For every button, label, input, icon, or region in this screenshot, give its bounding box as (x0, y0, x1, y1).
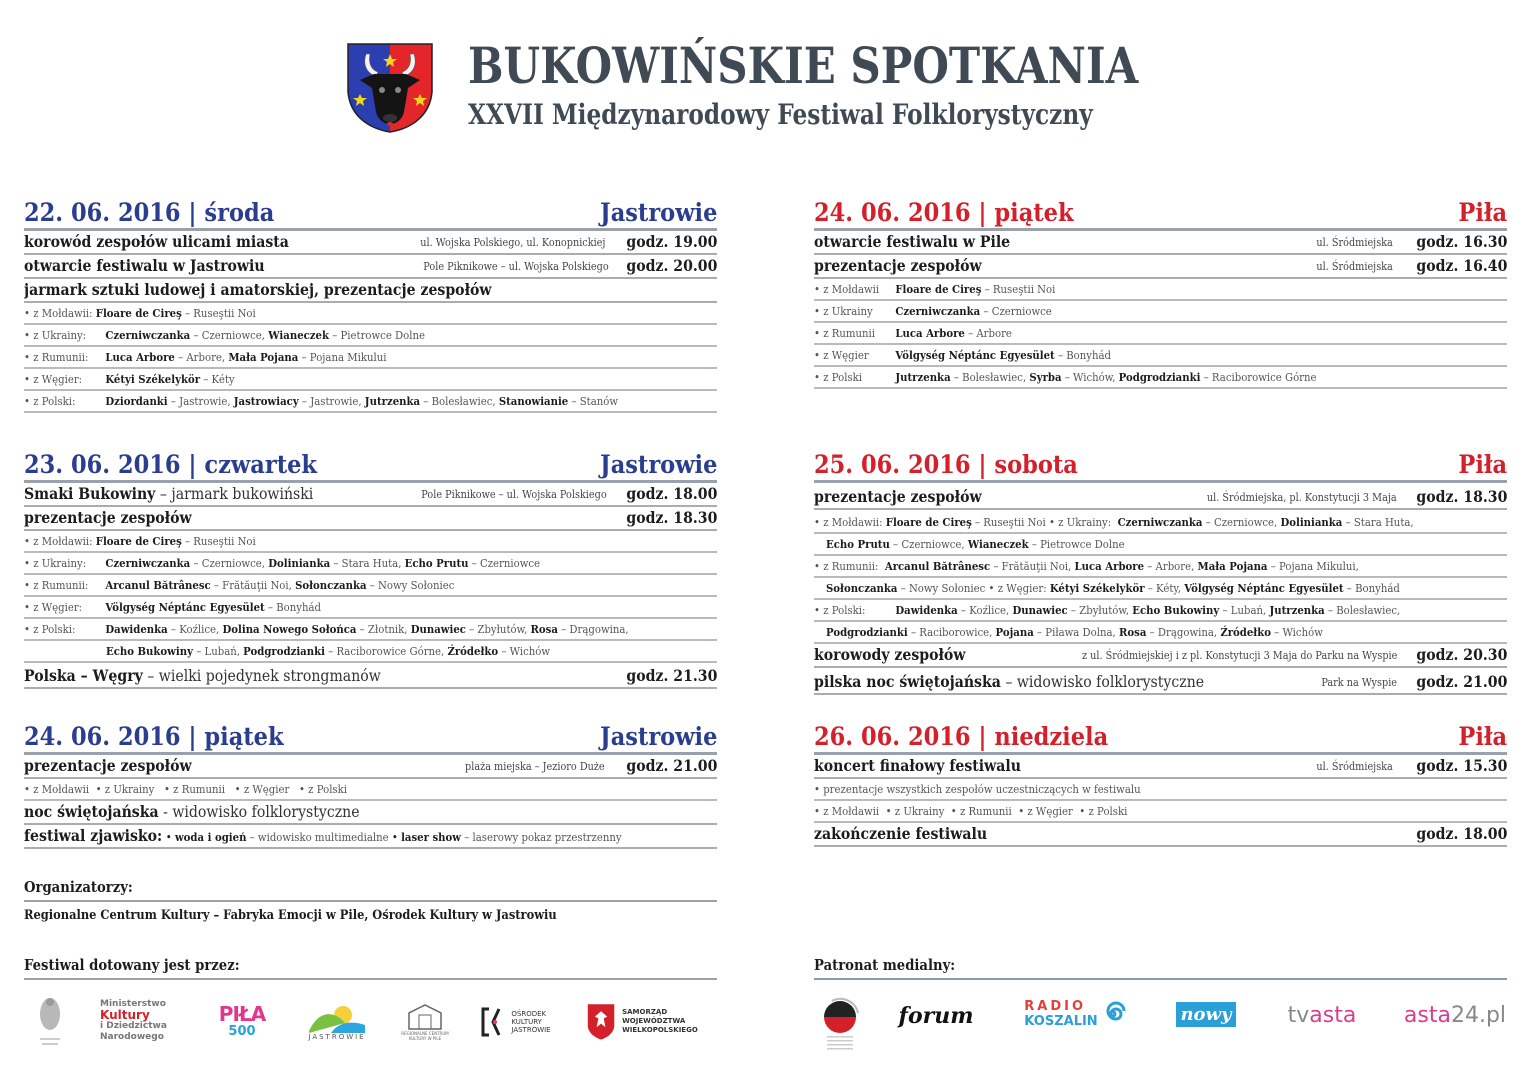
ensemble-name: Podgrodzianki (243, 644, 325, 658)
ensemble-place: – Pietrowce Dolne (1028, 537, 1125, 551)
rck-logo (400, 996, 450, 1046)
show-desc: – widowisko multimedialne (246, 830, 392, 844)
event-title: otwarcie festiwalu w Pile (814, 232, 1011, 251)
ensemble-place: – Pietrowce Dolne (328, 328, 426, 342)
ensemble-place: – Raciborowice Górne (1200, 370, 1317, 384)
day-city: Piła (1458, 722, 1507, 751)
ensemble-place: – Czerniowce, (190, 556, 269, 570)
event-row (24, 663, 717, 689)
ensemble-row: • z Polski Jutrzenka – Bolesławiec, Syrba – Wichów, Podgrodzianki – Raciborowice Górne (814, 367, 1507, 389)
spiral-icon (1100, 1001, 1126, 1027)
ensemble-place: – Wichów, (1061, 370, 1119, 384)
ensemble-name: Luca Arbore (1074, 559, 1145, 573)
country-list-row: • z Mołdawii • z Ukrainy • z Rumunii • z Węgier • z Polski (24, 779, 717, 801)
day-header (814, 722, 1507, 755)
day-city: Jastrowie (599, 722, 717, 751)
event-place: ul. Śródmiejska (1316, 236, 1393, 249)
event-row (24, 801, 717, 825)
country-label: z Mołdawii (823, 804, 880, 818)
event-title: otwarcie festiwalu w Jastrowiu (24, 256, 265, 275)
ensemble-row: • z Rumunii: Arcanul Bătrânesc – Frătăuţii Noi, Sołonczanka – Nowy Sołoniec (24, 575, 717, 597)
divider (24, 978, 717, 980)
mkidn-logo (100, 996, 184, 1046)
eagle-emblem-icon (35, 994, 65, 1050)
ensemble-name: Źródełko (1220, 625, 1271, 639)
logo-text: Ministerstwo (100, 999, 166, 1009)
ok-jastrowie-logo (476, 1002, 556, 1042)
half-circle-emblem-icon (820, 995, 860, 1035)
event-title: prezentacje zespołów (24, 508, 192, 527)
country-label: z Mołdawii: (823, 515, 883, 529)
ensemble-place: – Czerniowce, (1202, 515, 1281, 529)
country-label: z Polski (308, 782, 348, 796)
ensemble-name: Dolinianka (268, 556, 331, 570)
ensemble-row: • z Mołdawii Floare de Cireş – Ruseştii Noi (814, 279, 1507, 301)
ensemble-name: Floare de Cireş (95, 534, 182, 548)
event-place: ul. Śródmiejska, pl. Konstytucji 3 Maja (1207, 491, 1397, 504)
ensemble-place: – Kéty (200, 372, 235, 386)
logo-text: PIŁA (218, 1002, 266, 1026)
logo-text: OŚRODEK (511, 1010, 547, 1018)
ensemble-row: • z Rumunii: Luca Arbore – Arbore, Mała Pojana – Pojana Mikului (24, 347, 717, 369)
show-name: laser show (401, 830, 462, 844)
ensemble-name: Arcanul Bătrânesc (105, 578, 211, 592)
ensemble-name: Rosa (530, 622, 558, 636)
day-block-26-06 (814, 722, 1507, 847)
event-title: zakończenie festiwalu (814, 824, 988, 843)
country-label: z Rumunii (173, 782, 225, 796)
ensemble-name: Czerniwczanka (895, 304, 981, 318)
ensemble-place: – Stara Huta, (330, 556, 405, 570)
ensemble-name: Dunawiec (410, 622, 466, 636)
event-place: Pole Piknikowe – ul. Wojska Polskiego (421, 488, 607, 501)
ensemble-name: Floare de Cireş (95, 306, 182, 320)
logo-text: KOSZALIN (1024, 1014, 1098, 1029)
country-label: z Ukrainy: (1058, 515, 1112, 529)
ensemble-place: – Piława Dolna, (1033, 625, 1119, 639)
ensemble-place: – Czerniowce (980, 304, 1052, 318)
country-label: z Węgier: (33, 372, 83, 386)
ensemble-name: Jastrowiacy (233, 394, 299, 408)
country-label: z Polski: (33, 622, 76, 636)
ensemble-row: • z Polski: Dawidenka – Koźlice, Dunawiec – Zbyłutów, Echo Bukowiny – Lubań, Jutrzenka – Bolesławiec, (814, 600, 1507, 622)
logo-text: WIELKOPOLSKIEGO (622, 1025, 698, 1034)
ensemble-place: – Czerniowce, (190, 328, 269, 342)
ensemble-name: Stanowianie (498, 394, 569, 408)
country-label: z Węgier (243, 782, 290, 796)
day-city: Piła (1458, 198, 1507, 227)
ensemble-name: Völgység Néptánc Egyesület (1184, 581, 1344, 595)
event-place: Park na Wyspie (1321, 676, 1397, 689)
ensemble-place: – Czerniowce (468, 556, 541, 570)
landscape-icon (309, 1003, 365, 1033)
event-title: Smaki Bukowiny (24, 484, 156, 503)
country-label: z Ukrainy (894, 804, 945, 818)
event-title: jarmark sztuki ludowej i amatorskiej, prezentacje zespołów (24, 280, 492, 299)
asta24-logo (1400, 998, 1510, 1032)
organizers-label: Organizatorzy: (24, 878, 133, 896)
event-title: Polska – Węgry (24, 666, 143, 685)
ensemble-name: Kétyi Székelykör (1049, 581, 1145, 595)
show-name: woda i ogień (174, 830, 247, 844)
event-row (814, 823, 1507, 847)
ensemble-row: Sołonczanka – Nowy Sołoniec • z Węgier: Kétyi Székelykör – Kéty, Völgység Néptánc Egyesület – Bonyhád (814, 578, 1507, 600)
ensemble-name: Podgrodzianki (826, 625, 908, 639)
event-row (24, 279, 717, 303)
ensemble-name: Jutrzenka (1269, 603, 1325, 617)
ensemble-name: Völgység Néptánc Egyesület (105, 600, 265, 614)
ensemble-name: Rosa (1118, 625, 1147, 639)
event-time: godz. 21.00 (1416, 672, 1507, 691)
ensemble-row: • z Polski: Dziordanki – Jastrowie, Jastrowiacy – Jastrowie, Jutrzenka – Bolesławiec, Stanowianie – Stanów (24, 391, 717, 413)
ensemble-name: Mała Pojana (1197, 559, 1268, 573)
ensemble-place: – Ruseştii Noi (971, 515, 1049, 529)
president-eagle-logo (32, 990, 68, 1054)
event-title: pilska noc świętojańska (814, 672, 1001, 691)
ensemble-name: Dunawiec (1012, 603, 1068, 617)
ensemble-row: • z Polski: Dawidenka – Koźlice, Dolina Nowego Sołońca – Złotnik, Dunawiec – Zbyłutów, Rosa – Drągowina, (24, 619, 717, 641)
ensemble-place: – Pojana Mikului, (1267, 559, 1359, 573)
event-place: Pole Piknikowe – ul. Wojska Polskiego (423, 260, 609, 273)
ensemble-place: – Kéty, (1144, 581, 1185, 595)
day-block-24-06-jastrowie (24, 722, 717, 849)
header (346, 38, 1206, 138)
event-subtitle: – widowisko folklorystyczne (1000, 672, 1205, 691)
event-time: godz. 21.00 (626, 756, 717, 775)
day-date: 22. 06. 2016 | środa (24, 198, 275, 227)
forum-logo (898, 996, 974, 1036)
event-time: godz. 18.30 (626, 508, 717, 527)
ensemble-name: Podgrodzianki (1118, 370, 1201, 384)
tygodnik-nowy-logo (1170, 994, 1242, 1034)
ensemble-place: – Arbore, (174, 350, 229, 364)
ensemble-row: • z Rumunii: Arcanul Bătrânesc – Frătăuţii Noi, Luca Arbore – Arbore, Mała Pojana – Pojana Mikului, (814, 556, 1507, 578)
ensemble-name: Floare de Cireş (885, 515, 972, 529)
event-title: korowód zespołów ulicami miasta (24, 232, 289, 251)
day-header (814, 450, 1507, 483)
logo-text: SAMORZĄD WOJEWÓDZTWA (622, 1007, 686, 1025)
funders-label: Festiwal dotowany jest przez: (24, 956, 240, 974)
logo-text: JASTROWIE (511, 1026, 551, 1034)
event-time: godz. 19.00 (626, 232, 717, 251)
festival-subtitle: XXVII Międzynarodowy Festiwal Folklorystyczny (468, 98, 1093, 131)
divider (24, 900, 717, 902)
day-header (24, 198, 717, 231)
logo-text: REGIONALNE CENTRUM KULTURY W PILE (401, 1031, 449, 1041)
ensemble-place: – Koźlice, (167, 622, 223, 636)
country-label: z Rumunii (823, 326, 875, 340)
country-list-row: • z Mołdawii • z Ukrainy • z Rumunii • z Węgier • z Polski (814, 801, 1507, 823)
logo-text: nowy (1176, 1002, 1235, 1027)
ensemble-name: Dziordanki (105, 394, 168, 408)
funders-section (24, 956, 717, 980)
ensemble-name: Luca Arbore (105, 350, 175, 364)
country-label: z Mołdawii: (33, 534, 93, 548)
country-label: z Polski: (33, 394, 76, 408)
country-label: z Rumunii (959, 804, 1012, 818)
event-title: prezentacje zespołów (814, 487, 982, 506)
wielkopolska-eagle-icon (586, 1000, 616, 1042)
event-row (24, 483, 717, 507)
event-time: godz. 20.30 (1416, 645, 1507, 664)
country-label: z Węgier (823, 348, 869, 362)
ensemble-name: Wianeczek (268, 328, 329, 342)
ensemble-name: Dolina Nowego Sołońca (222, 622, 357, 636)
ensemble-name: Völgység Néptánc Egyesület (895, 348, 1055, 362)
ensemble-row: • z Mołdawii: Floare de Cireş – Ruseştii Noi • z Ukrainy: Czerniwczanka – Czerniowce, Dolinianka – Stara Huta, (814, 510, 1507, 534)
event-place: ul. Śródmiejska (1316, 760, 1393, 773)
ensemble-row: • z Węgier: Kétyi Székelykör – Kéty (24, 369, 717, 391)
ensemble-place: – Drągowina, (557, 622, 629, 636)
ensemble-place: – Zbyłutów, (465, 622, 531, 636)
ensemble-name: Floare de Cireş (895, 282, 982, 296)
event-title: festiwal zjawisko: (24, 826, 163, 845)
ensemble-place: – Bolesławiec, (1324, 603, 1401, 617)
country-label: z Polski (823, 370, 863, 384)
logo-text: i Dziedzictwa (100, 1021, 167, 1031)
day-block-22-06 (24, 198, 717, 413)
festival-title: BUKOWIŃSKIE SPOTKANIA (468, 36, 1139, 95)
pila-500-logo (212, 994, 272, 1046)
country-label: z Polski (1088, 804, 1128, 818)
country-label: z Polski: (823, 603, 866, 617)
ensemble-name: Czerniwczanka (1117, 515, 1203, 529)
ensemble-row: • z Ukrainy Czerniwczanka – Czerniowce (814, 301, 1507, 323)
ensemble-place: – Koźlice, (957, 603, 1013, 617)
media-section (814, 956, 1507, 980)
ensemble-place: – Stanów (568, 394, 619, 408)
country-label: z Ukrainy: (33, 328, 87, 342)
ensemble-name: Echo Bukowiny (106, 644, 193, 658)
country-label: z Mołdawii (33, 782, 90, 796)
ensemble-place: – Pojana Mikului (298, 350, 387, 364)
logo-text: asta (1403, 1002, 1451, 1028)
event-place: z ul. Śródmiejskiej i z pl. Konstytucji 3 Maja do Parku na Wyspie (1081, 649, 1397, 662)
ensemble-row: • z Ukrainy: Czerniwczanka – Czerniowce, Wianeczek – Pietrowce Dolne (24, 325, 717, 347)
logo-text: KULTURY (511, 1018, 542, 1026)
ensemble-row: • z Mołdawii: Floare de Cireş – Ruseştii Noi (24, 303, 717, 325)
ensemble-name: Echo Prutu (404, 556, 469, 570)
ensemble-name: Echo Prutu (826, 537, 890, 551)
ensemble-place: – Lubań, (192, 644, 244, 658)
event-row (814, 644, 1507, 668)
ensemble-place: – Wichów (1270, 625, 1323, 639)
event-title: prezentacje zespołów (814, 256, 982, 275)
country-label: z Węgier: (33, 600, 83, 614)
ensemble-place: – Czerniowce, (889, 537, 968, 551)
ensemble-name: Jutrzenka (895, 370, 951, 384)
ensemble-place: – Frătăuţii Noi, (210, 578, 296, 592)
day-header (24, 450, 717, 483)
country-label: z Mołdawii: (33, 306, 93, 320)
event-row (814, 483, 1507, 510)
event-subtitle: - widowisko folklorystyczne (158, 802, 360, 821)
ensemble-name: Sołonczanka (826, 581, 898, 595)
day-block-25-06 (814, 450, 1507, 695)
logo-text: JASTROWIE (308, 1033, 366, 1041)
ensemble-place: – Bonyhád (1054, 348, 1112, 362)
ensemble-place: – Frătăuţii Noi, (990, 559, 1075, 573)
tv-asta-logo (1280, 998, 1364, 1032)
country-label: z Ukrainy (823, 304, 873, 318)
logo-text: RADIO (1024, 999, 1087, 1014)
ensemble-row: • z Mołdawii: Floare de Cireş – Ruseştii Noi (24, 531, 717, 553)
logo-text: 500 (228, 1024, 256, 1039)
ensemble-row: • z Ukrainy: Czerniwczanka – Czerniowce, Dolinianka – Stara Huta, Echo Prutu – Czerniowce (24, 553, 717, 575)
ensemble-place: – Wichów (498, 644, 551, 658)
ensemble-name: Sołonczanka (295, 578, 367, 592)
logo-text: Narodowego (100, 1032, 164, 1042)
ensemble-name: Czerniwczanka (105, 328, 191, 342)
ensemble-row: • z Rumunii Luca Arbore – Arbore (814, 323, 1507, 345)
ensemble-name: Kétyi Székelykör (105, 372, 201, 386)
logo-text: 24.pl (1450, 1002, 1507, 1028)
ensemble-place: – Arbore, (1144, 559, 1198, 573)
ensemble-name: Źródełko (447, 644, 499, 658)
logo-text: asta (1309, 1002, 1357, 1028)
media-logo-circle (814, 992, 866, 1054)
show-desc: – laserowy pokaz przestrzenny (461, 830, 622, 844)
ensemble-name: Pojana (995, 625, 1034, 639)
small-caption-lines (825, 1035, 855, 1051)
event-time: godz. 18.00 (1416, 824, 1507, 843)
event-row (814, 231, 1507, 255)
ensemble-place: – Nowy Sołoniec (897, 581, 989, 595)
ensemble-place: – Stara Huta, (1342, 515, 1414, 529)
day-header (814, 198, 1507, 231)
country-label: z Rumunii: (33, 578, 89, 592)
day-date: 23. 06. 2016 | czwartek (24, 450, 318, 479)
ok-brackets-icon (481, 1007, 507, 1037)
country-label: z Mołdawii (823, 282, 880, 296)
event-time: godz. 21.30 (626, 666, 717, 685)
event-title: koncert finałowy festiwalu (814, 756, 1021, 775)
media-label: Patronat medialny: (814, 956, 956, 974)
day-date: 24. 06. 2016 | piątek (814, 198, 1074, 227)
event-time: godz. 15.30 (1416, 756, 1507, 775)
day-block-24-06-pila (814, 198, 1507, 389)
event-row (24, 755, 717, 779)
ensemble-place: – Nowy Sołoniec (366, 578, 455, 592)
ensemble-place: – Raciborowice Górne, (324, 644, 448, 658)
ensemble-place: – Bonyhád (264, 600, 322, 614)
event-row: festiwal zjawisko: • woda i ogień – widowisko multimedialne • laser show – laserowy pokaz przestrzenny (24, 825, 717, 849)
ensemble-place: – Bolesławiec, (420, 394, 499, 408)
logo-text: Kultury (100, 1008, 150, 1022)
event-title: korowody zespołów (814, 645, 966, 664)
country-label: z Ukrainy (104, 782, 155, 796)
day-date: 26. 06. 2016 | niedziela (814, 722, 1109, 751)
event-time: godz. 18.30 (1416, 487, 1507, 506)
day-date: 25. 06. 2016 | sobota (814, 450, 1078, 479)
ensemble-name: Echo Bukowiny (1132, 603, 1220, 617)
day-header (24, 722, 717, 755)
organizers-section (24, 878, 717, 923)
ensemble-name: Syrba (1029, 370, 1062, 384)
ensemble-name: Luca Arbore (895, 326, 965, 340)
event-place: ul. Wojska Polskiego, ul. Konopnickiej (419, 236, 605, 249)
event-title: noc świętojańska (24, 802, 159, 821)
ensemble-place: – Lubań, (1219, 603, 1270, 617)
ensemble-name: Czerniwczanka (105, 556, 191, 570)
event-row (24, 507, 717, 531)
event-row (814, 755, 1507, 779)
event-row (814, 255, 1507, 279)
day-date: 24. 06. 2016 | piątek (24, 722, 284, 751)
ensemble-name: Arcanul Bătrânesc (884, 559, 991, 573)
ensemble-name: Mała Pojana (228, 350, 299, 364)
event-place: plaża miejska – Jezioro Duże (465, 760, 605, 773)
event-row (24, 231, 717, 255)
event-time: godz. 16.40 (1416, 256, 1507, 275)
ensemble-place: – Ruseştii Noi (181, 306, 256, 320)
ensemble-name: Dolinianka (1280, 515, 1343, 529)
event-row (814, 668, 1507, 695)
event-row (24, 255, 717, 279)
country-label: z Ukrainy: (33, 556, 87, 570)
event-subtitle: – jarmark bukowiński (155, 484, 314, 503)
ensemble-place: – Zbyłutów, (1067, 603, 1133, 617)
ensemble-row (814, 534, 1507, 556)
country-label: z Węgier (1027, 804, 1073, 818)
day-city: Jastrowie (599, 450, 717, 479)
radio-koszalin-logo (1016, 994, 1134, 1034)
event-time: godz. 16.30 (1416, 232, 1507, 251)
note-row: • prezentacje wszystkich zespołów uczestniczących w festiwalu (814, 779, 1507, 801)
event-time: godz. 20.00 (626, 256, 717, 275)
ensemble-place: – Drągowina, (1146, 625, 1221, 639)
building-icon (405, 1001, 445, 1031)
ensemble-place: – Ruseştii Noi (181, 534, 256, 548)
country-label: z Węgier: (997, 581, 1047, 595)
event-title: prezentacje zespołów (24, 756, 192, 775)
logo-text: forum (898, 1003, 974, 1029)
note-text: prezentacje wszystkich zespołów uczestniczących w festiwalu (823, 782, 1141, 796)
ensemble-place: – Raciborowice, (907, 625, 996, 639)
ensemble-place: – Bonyhád (1343, 581, 1400, 595)
country-label: z Rumunii: (33, 350, 89, 364)
ensemble-row (24, 641, 717, 663)
day-block-23-06 (24, 450, 717, 689)
ensemble-place: – Arbore (964, 326, 1012, 340)
day-city: Piła (1458, 450, 1507, 479)
ensemble-place: – Złotnik, (356, 622, 411, 636)
ensemble-name: Jutrzenka (364, 394, 421, 408)
ensemble-name: Wianeczek (967, 537, 1029, 551)
ensemble-place: – Jastrowie, (298, 394, 365, 408)
event-time: godz. 18.00 (626, 484, 717, 503)
logo-text: tv (1287, 1002, 1310, 1028)
jastrowie-logo (306, 998, 368, 1046)
country-label: z Rumunii: (823, 559, 879, 573)
divider (814, 978, 1507, 980)
ensemble-name: Dawidenka (895, 603, 958, 617)
coat-of-arms-icon (346, 40, 434, 134)
ensemble-row (814, 622, 1507, 644)
ensemble-place: – Ruseştii Noi (981, 282, 1056, 296)
event-subtitle: – wielki pojedynek strongmanów (142, 666, 381, 685)
ensemble-name: Dawidenka (105, 622, 168, 636)
ensemble-row: • z Węgier: Völgység Néptánc Egyesület – Bonyhád (24, 597, 717, 619)
ensemble-place: – Jastrowie, (167, 394, 234, 408)
day-city: Jastrowie (599, 198, 717, 227)
organizers-text: Regionalne Centrum Kultury – Fabryka Emocji w Pile, Ośrodek Kultury w Jastrowiu (24, 908, 557, 923)
wielkopolska-logo (586, 998, 720, 1044)
event-place: ul. Śródmiejska (1316, 260, 1393, 273)
ensemble-row: • z Węgier Völgység Néptánc Egyesület – Bonyhád (814, 345, 1507, 367)
ensemble-place: – Bolesławiec, (950, 370, 1030, 384)
